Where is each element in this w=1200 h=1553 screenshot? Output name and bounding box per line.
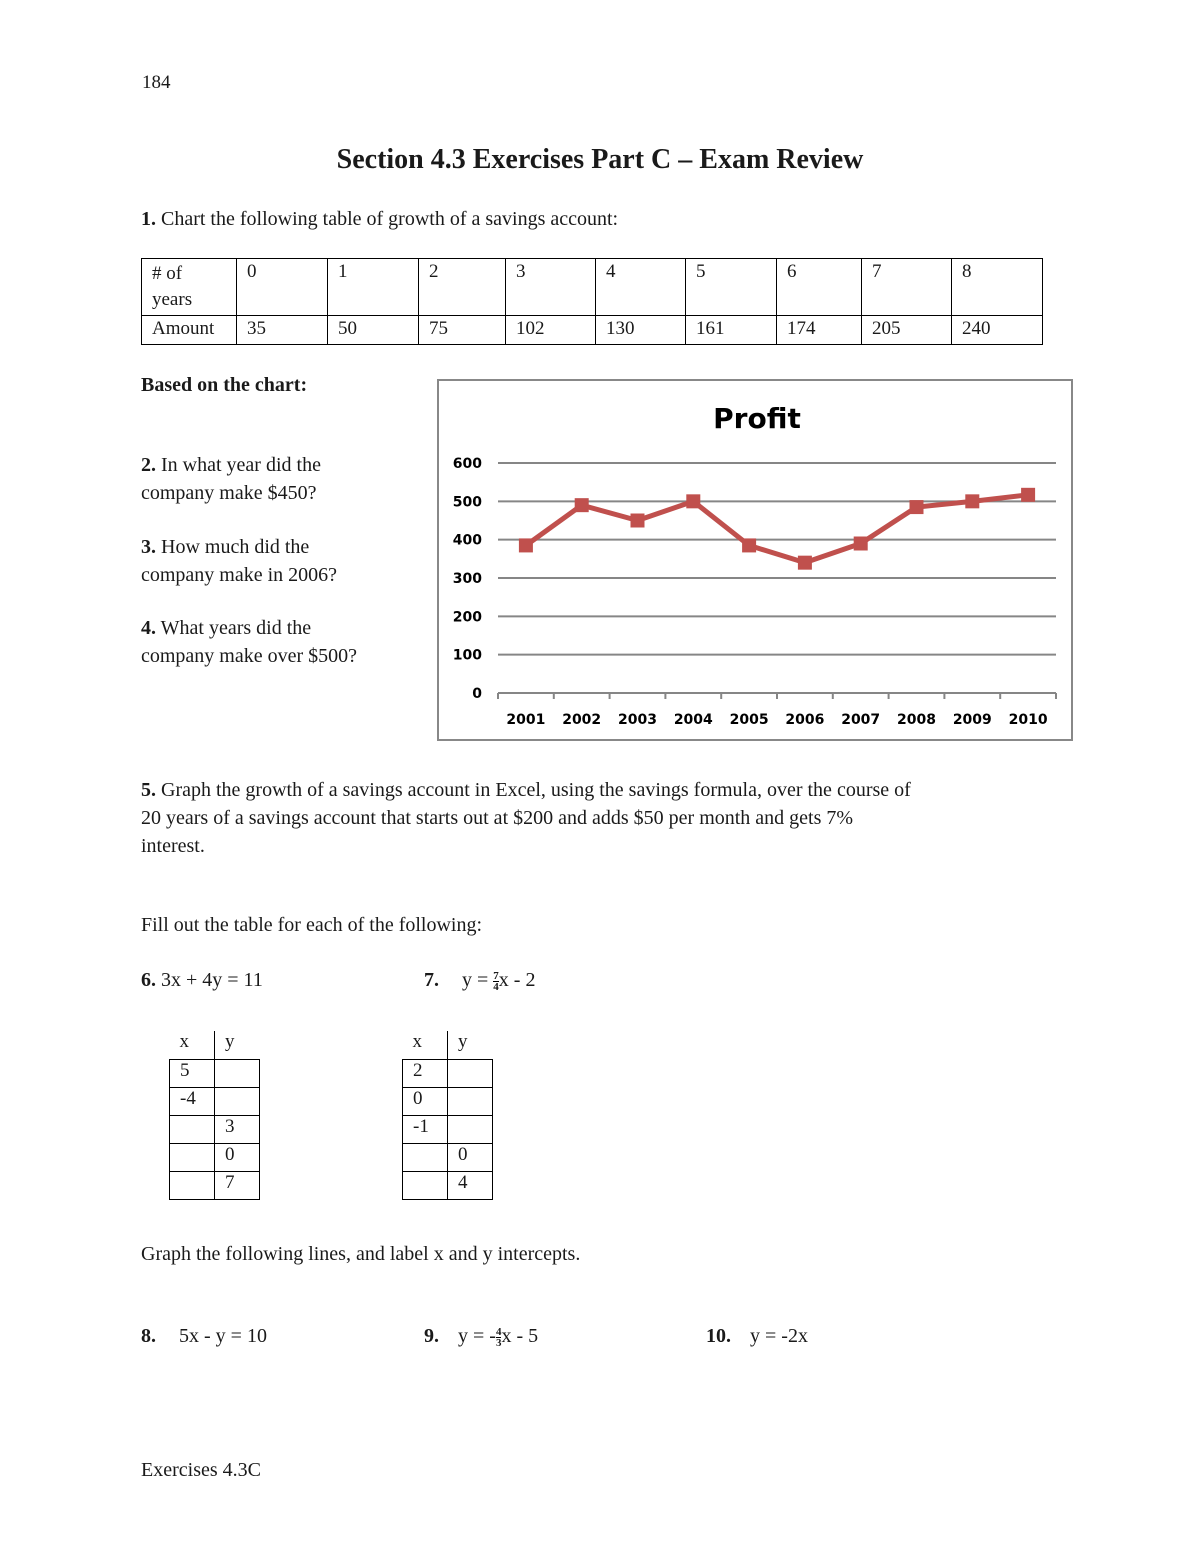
question-8 (141, 1322, 267, 1350)
table-row (170, 1087, 260, 1115)
question-2-line1: In what year did the (161, 454, 321, 476)
data-point (1021, 488, 1035, 502)
year-cell: 7 (862, 259, 952, 316)
x-tick-label: 2001 (506, 712, 546, 728)
question-10-equation: y = -2x (750, 1325, 808, 1347)
question-10-number: 10. (706, 1325, 731, 1347)
x-tick-label: 2003 (618, 712, 657, 728)
amount-cell: 75 (419, 316, 506, 345)
y-cell[interactable]: 0 (215, 1143, 260, 1171)
chart-x-axis (498, 693, 1056, 728)
question-5-line3: interest. (141, 835, 205, 857)
based-on-chart-heading: Based on the chart: (141, 374, 308, 396)
growth-table (141, 258, 1043, 345)
amount-cell: 130 (596, 316, 686, 345)
question-7-eq-right: x - 2 (498, 969, 536, 991)
amount-cell: 205 (862, 316, 952, 345)
question-5-number: 5. (141, 779, 156, 801)
data-point (965, 494, 979, 508)
question-5-line1: Graph the growth of a savings account in Excel, using the savings formula, over the course of (161, 779, 911, 801)
question-2 (141, 451, 321, 507)
y-cell[interactable]: 0 (448, 1143, 493, 1171)
question-7-eq-left: y = (462, 969, 494, 991)
year-cell: 3 (506, 259, 596, 316)
data-point (575, 498, 589, 512)
years-label-line1: # of (152, 263, 183, 284)
question-4-number: 4. (141, 617, 156, 639)
years-label-line2: years (152, 289, 193, 310)
question-3-number: 3. (141, 536, 156, 558)
fraction-numerator: 7 (493, 969, 499, 982)
page-footer: Exercises 4.3C (141, 1459, 261, 1481)
question-7-number: 7. (424, 969, 439, 991)
question-2-line2: company make $450? (141, 482, 317, 504)
question-9-eq-left: y = - (458, 1325, 496, 1347)
fraction-denominator: 3 (495, 1336, 502, 1349)
graph-lines-instructions: Graph the following lines, and label x and y intercepts. (141, 1243, 581, 1265)
y-cell[interactable] (448, 1087, 493, 1115)
question-4 (141, 614, 357, 670)
table-row (170, 1143, 260, 1171)
y-tick-label: 400 (452, 532, 482, 549)
x-cell[interactable] (403, 1143, 448, 1171)
question-2-number: 2. (141, 454, 156, 476)
question-9 (424, 1322, 538, 1350)
amount-cell: 161 (686, 316, 777, 345)
data-point (910, 500, 924, 514)
question-5-line2: 20 years of a savings account that starts out at $200 and adds $50 per month and gets 7% (141, 807, 854, 829)
question-1-text: Chart the following table of growth of a savings account: (161, 208, 619, 230)
question-10 (706, 1322, 808, 1350)
table-row (170, 1171, 260, 1199)
data-point (686, 494, 700, 508)
y-cell[interactable] (215, 1059, 260, 1087)
question-6 (141, 966, 263, 994)
x-cell[interactable] (170, 1171, 215, 1199)
question-9-number: 9. (424, 1325, 439, 1347)
question-9-eq-right: x - 5 (501, 1325, 539, 1347)
y-tick-label: 200 (452, 609, 482, 626)
data-point (519, 538, 533, 552)
question-6-number: 6. (141, 969, 156, 991)
table-row (403, 1143, 493, 1171)
y-tick-label: 300 (452, 571, 482, 587)
question-7 (424, 966, 535, 994)
data-point (854, 537, 868, 551)
x-cell[interactable]: -4 (170, 1087, 215, 1115)
years-label-cell (142, 259, 237, 316)
y-column-header: y (215, 1031, 260, 1059)
profit-chart (437, 379, 1073, 741)
question-3-line1: How much did the (161, 536, 310, 558)
question-4-line2: company make over $500? (141, 645, 358, 667)
x-cell[interactable]: 5 (170, 1059, 215, 1087)
table-row (403, 1087, 493, 1115)
data-point (631, 514, 645, 528)
year-cell: 6 (777, 259, 862, 316)
question-3-line2: company make in 2006? (141, 564, 338, 586)
table-row (403, 1059, 493, 1087)
question-1-number: 1. (141, 208, 156, 230)
question-8-number: 8. (141, 1325, 156, 1347)
chart-title: Profit (713, 402, 801, 435)
year-cell: 4 (596, 259, 686, 316)
y-tick-label: 600 (452, 456, 482, 472)
table-row (170, 1059, 260, 1087)
x-cell[interactable] (170, 1143, 215, 1171)
x-tick-label: 2008 (897, 712, 936, 728)
table-row (170, 1115, 260, 1143)
question-1 (141, 205, 618, 233)
table-row (403, 1171, 493, 1199)
amount-cell: 174 (777, 316, 862, 345)
y-cell[interactable]: 7 (215, 1171, 260, 1199)
table-question-7 (402, 1031, 493, 1200)
y-cell[interactable]: 4 (448, 1171, 493, 1199)
amount-cell: 50 (328, 316, 419, 345)
section-title: Section 4.3 Exercises Part C – Exam Review (336, 144, 864, 175)
amount-cell: 35 (237, 316, 328, 345)
x-cell[interactable] (403, 1171, 448, 1199)
y-cell[interactable] (448, 1115, 493, 1143)
year-cell: 0 (237, 259, 328, 316)
series-line (526, 495, 1028, 563)
question-6-equation: 3x + 4y = 11 (161, 969, 263, 991)
data-point (798, 556, 812, 570)
x-tick-label: 2010 (1008, 712, 1048, 728)
x-column-header: x (179, 1031, 189, 1052)
growth-table-years-row (142, 259, 1043, 316)
year-cell: 5 (686, 259, 777, 316)
growth-table-amount-row (142, 316, 1043, 345)
x-cell[interactable]: 0 (403, 1087, 448, 1115)
year-cell: 1 (328, 259, 419, 316)
y-cell[interactable] (448, 1059, 493, 1087)
chart-series (519, 488, 1035, 570)
profit-chart-svg (439, 381, 1071, 739)
y-tick-label: 500 (452, 494, 482, 511)
y-tick-label: 100 (452, 647, 482, 664)
year-cell: 8 (952, 259, 1043, 316)
x-tick-label: 2002 (562, 712, 602, 728)
x-tick-label: 2004 (673, 712, 713, 728)
y-cell[interactable] (215, 1087, 260, 1115)
amount-label-cell: Amount (142, 316, 237, 345)
table-row (403, 1115, 493, 1143)
x-cell[interactable]: -1 (403, 1115, 448, 1143)
x-cell[interactable] (170, 1115, 215, 1143)
table-header-row (170, 1031, 260, 1059)
x-tick-label: 2009 (952, 712, 992, 728)
x-tick-label: 2006 (785, 712, 825, 728)
y-column-header: y (448, 1031, 493, 1059)
question-5 (141, 776, 911, 860)
x-tick-label: 2007 (841, 712, 881, 728)
page-number: 184 (142, 72, 171, 93)
question-3 (141, 533, 337, 589)
x-column-header: x (412, 1031, 422, 1052)
question-4-line1: What years did the (160, 617, 312, 639)
amount-cell: 240 (952, 316, 1043, 345)
fraction-denominator: 4 (493, 980, 499, 993)
data-point (742, 538, 756, 552)
table-question-6 (169, 1031, 260, 1200)
question-8-equation: 5x - y = 10 (179, 1325, 267, 1347)
chart-y-axis (453, 456, 482, 702)
x-cell[interactable]: 2 (403, 1059, 448, 1087)
fraction-numerator: 4 (495, 1325, 502, 1338)
fill-out-instructions: Fill out the table for each of the following: (141, 914, 483, 936)
x-tick-label: 2005 (729, 712, 769, 728)
y-tick-label: 0 (472, 686, 482, 702)
year-cell: 2 (419, 259, 506, 316)
amount-cell: 102 (506, 316, 596, 345)
table-header-row (403, 1031, 493, 1059)
y-cell[interactable]: 3 (215, 1115, 260, 1143)
